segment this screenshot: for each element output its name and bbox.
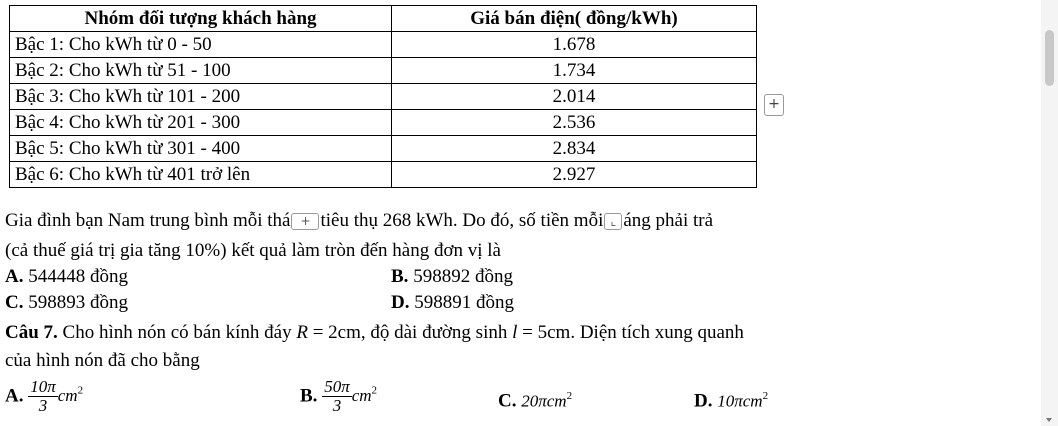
q7-text-a: Cho hình nón có bán kính đáy — [62, 322, 292, 343]
unit: cm — [351, 385, 372, 405]
expression: 20πcm — [521, 391, 567, 411]
q6-line-1 — [5, 210, 713, 232]
table-row — [10, 58, 757, 84]
q6-text-b: tiêu thụ 268 kWh. Do đó, số tiền mỗi — [320, 210, 604, 231]
tier-cell: Bậc 4: Cho kWh từ 201 - 300 — [10, 110, 392, 136]
price-cell: 2.834 — [392, 136, 757, 162]
q7-option-a[interactable] — [5, 378, 83, 415]
exponent: 2 — [77, 384, 84, 397]
tier-cell: Bậc 2: Cho kWh từ 51 - 100 — [10, 58, 392, 84]
q7-line-2: của hình nón đã cho bằng — [5, 350, 200, 371]
scrollbar-thumb[interactable] — [1045, 30, 1054, 86]
price-cell: 1.678 — [392, 32, 757, 58]
add-column-button[interactable]: + — [764, 94, 784, 116]
table-header-row — [10, 6, 757, 32]
price-cell: 1.734 — [392, 58, 757, 84]
price-cell: 2.014 — [392, 84, 757, 110]
option-text: 598893 đồng — [28, 292, 128, 313]
q7-label: Câu 7. — [5, 322, 58, 343]
q6-option-d[interactable] — [391, 292, 514, 314]
option-letter: A. — [5, 385, 24, 407]
price-cell: 2.927 — [392, 162, 757, 188]
exponent: 2 — [762, 390, 769, 402]
q6-text-a: Gia đình bạn Nam trung bình mỗi thá — [5, 210, 291, 231]
q6-line-2: (cả thuế giá trị gia tăng 10%) kết quả làm tròn đến hàng đơn vị là — [5, 240, 501, 261]
q7-option-c[interactable] — [498, 390, 572, 412]
radius-variable: R — [296, 322, 308, 343]
scroll-down-arrow-icon[interactable] — [1046, 418, 1052, 422]
table-row — [10, 162, 757, 188]
table-row — [10, 136, 757, 162]
radius-value: = 2cm, độ dài đường sinh — [312, 322, 508, 343]
fraction: $\frac{10\pi}{3}$ — [30, 377, 56, 415]
tier-cell: Bậc 3: Cho kWh từ 101 - 200 — [10, 84, 392, 110]
q6-text-c: áng phải trả — [623, 210, 714, 231]
q6-option-c[interactable] — [5, 292, 128, 314]
q6-option-a[interactable] — [5, 266, 128, 288]
option-letter: B. — [300, 385, 318, 407]
electricity-price-table — [9, 5, 757, 188]
unit: cm — [57, 385, 78, 405]
option-letter: D. — [694, 390, 713, 412]
option-letter: C. — [498, 390, 517, 412]
table-handle-icon[interactable]: ⌞ — [604, 213, 622, 230]
option-letter: D. — [391, 292, 410, 313]
price-cell: 2.536 — [392, 110, 757, 136]
option-letter: A. — [5, 266, 24, 287]
tier-cell: Bậc 5: Cho kWh từ 301 - 400 — [10, 136, 392, 162]
q7-option-b[interactable] — [300, 378, 377, 415]
q7-option-d[interactable] — [694, 390, 768, 412]
add-row-button[interactable]: + — [291, 213, 319, 230]
slant-value: = 5cm. Diện tích xung quanh — [522, 322, 744, 343]
vertical-scrollbar[interactable] — [1041, 0, 1058, 426]
tier-cell: Bậc 6: Cho kWh từ 401 trở lên — [10, 162, 392, 188]
exponent: 2 — [566, 390, 573, 402]
table-row — [10, 32, 757, 58]
table-row — [10, 110, 757, 136]
option-letter: C. — [5, 292, 24, 313]
option-text: 544448 đồng — [28, 266, 128, 287]
option-letter: B. — [391, 266, 409, 287]
q6-option-b[interactable] — [391, 266, 513, 288]
exponent: 2 — [371, 384, 378, 397]
table-row — [10, 84, 757, 110]
slant-variable: l — [512, 322, 518, 343]
tier-cell: Bậc 1: Cho kWh từ 0 - 50 — [10, 32, 392, 58]
option-text: 598891 đồng — [414, 292, 514, 313]
column-header-customer-group: Nhóm đối tượng khách hàng — [10, 6, 392, 32]
q7-line-1 — [5, 322, 744, 344]
option-text: 598892 đồng — [413, 266, 513, 287]
fraction: $\frac{50\pi}{3}$ — [324, 377, 350, 415]
expression: 10πcm — [717, 391, 763, 411]
column-header-price: Giá bán điện( đồng/kWh) — [392, 6, 757, 32]
